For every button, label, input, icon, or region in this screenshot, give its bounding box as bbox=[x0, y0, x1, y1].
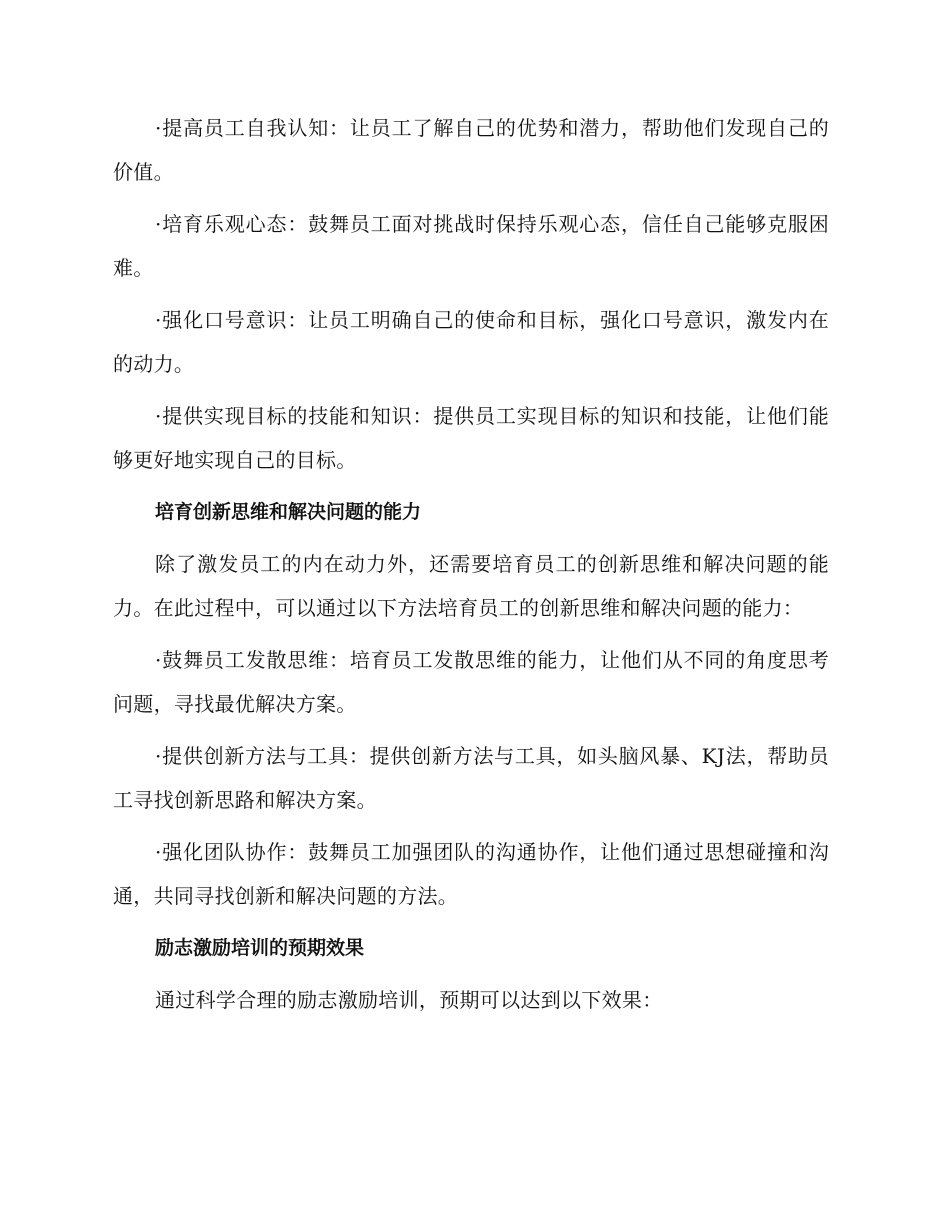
section-intro-innovation: 除了激发员工的内在动力外，还需要培育员工的创新思维和解决问题的能力。在此过程中，可以通过以下方法培育员工的创新思维和解决问题的能力： bbox=[113, 552, 829, 620]
section-heading-expected-effects: 励志激励培训的预期效果 bbox=[155, 937, 365, 959]
document-body bbox=[113, 106, 829, 1022]
section-intro-expected-effects: 通过科学合理的励志激励培训，预期可以达到以下效果： bbox=[155, 988, 663, 1012]
bullet-innovation-tools: ·提供创新方法与工具：提供创新方法与工具，如头脑风暴、KJ法，帮助员工寻找创新思路和解决方案。 bbox=[113, 744, 829, 812]
bullet-self-awareness: ·提高员工自我认知：让员工了解自己的优势和潜力，帮助他们发现自己的价值。 bbox=[113, 116, 829, 184]
bullet-team-collaboration: ·强化团队协作：鼓舞员工加强团队的沟通协作，让他们通过思想碰撞和沟通，共同寻找创新和解决问题的方法。 bbox=[113, 840, 829, 908]
bullet-slogan-awareness: ·强化口号意识：让员工明确自己的使命和目标，强化口号意识，激发内在的动力。 bbox=[113, 308, 829, 376]
section-heading-innovation: 培育创新思维和解决问题的能力 bbox=[155, 501, 422, 523]
bullet-optimism: ·培育乐观心态：鼓舞员工面对挑战时保持乐观心态，信任自己能够克服困难。 bbox=[113, 212, 829, 280]
bullet-divergent-thinking: ·鼓舞员工发散思维：培育员工发散思维的能力，让他们从不同的角度思考问题，寻找最优解决方案。 bbox=[113, 648, 829, 716]
bullet-skills-knowledge: ·提供实现目标的技能和知识：提供员工实现目标的知识和技能，让他们能够更好地实现自己的目标。 bbox=[113, 404, 829, 472]
